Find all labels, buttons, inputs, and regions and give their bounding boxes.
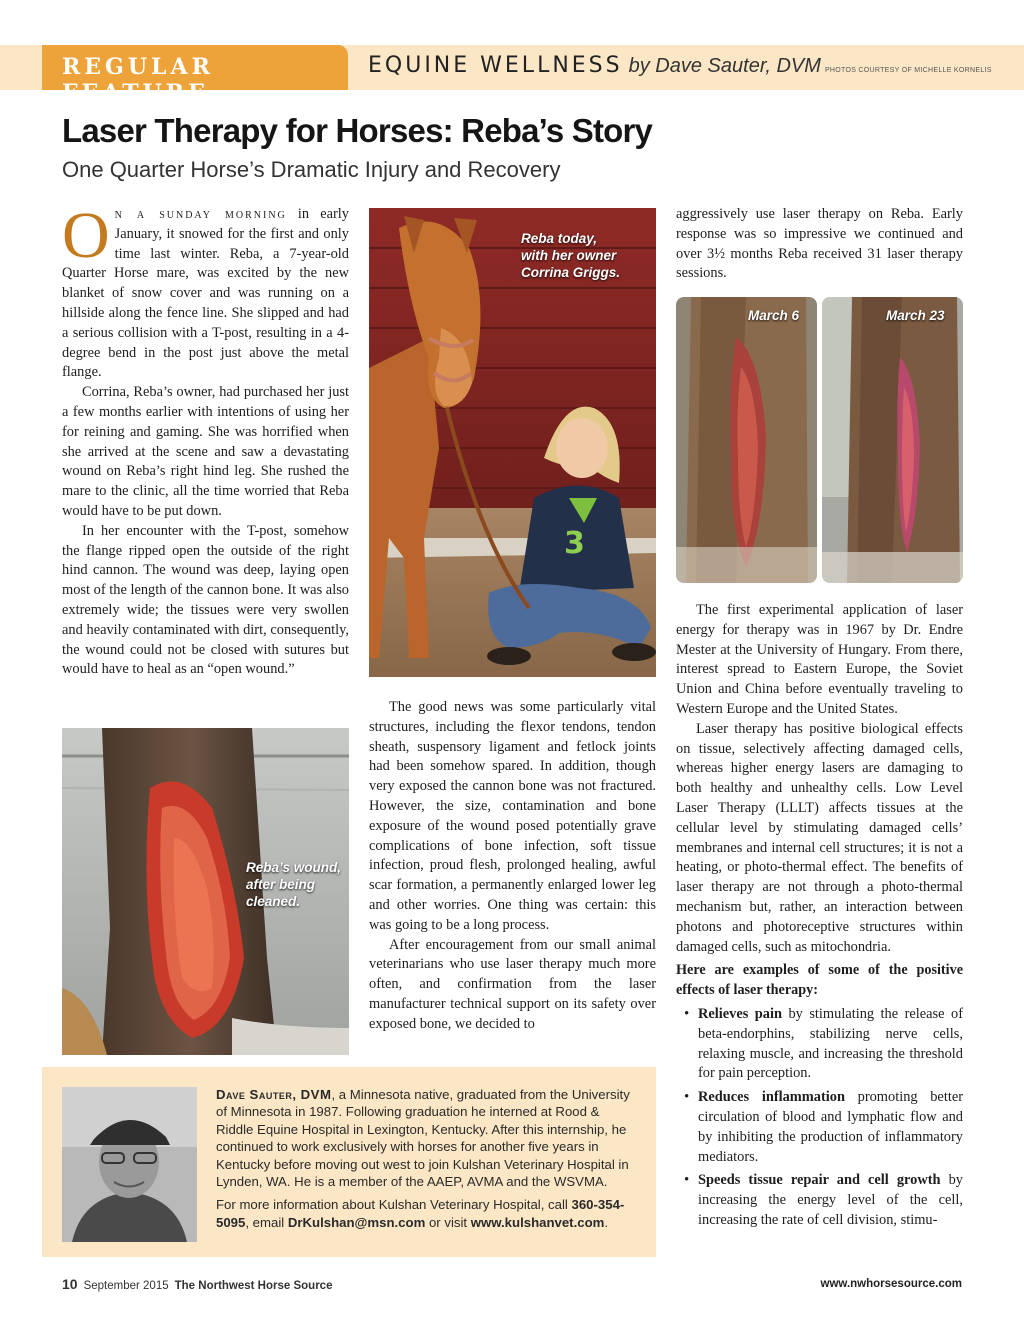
list-item <box>698 1088 963 1167</box>
reba-today-caption <box>521 230 620 281</box>
section-label: REGULAR FEATURE <box>62 54 214 106</box>
reba-today-photo <box>369 208 656 677</box>
article-title: Laser Therapy for Horses: Reba’s Story <box>62 112 653 149</box>
effect-text: by stimulating the release of beta-endorphins, stabilizing nerve cells, relaxing muscle, and increasing the threshold for pain perception. <box>698 1005 963 1082</box>
march-23-illustration <box>822 297 963 583</box>
caption-line: Reba’s wound, <box>246 860 342 875</box>
author-name: Dave Sauter, DVM <box>216 1087 332 1102</box>
author-portrait <box>62 1087 197 1242</box>
paragraph: In her encounter with the T-post, somehow the flange ripped open the outside of the right hind cannon. The wound was deep, laying open most of the length of the cannon bone. It was also extremely wide; the tissues were very swollen and heavily contaminated with dirt, consequently, the wound could not be closed with sutures but would have to heal as an “open wound.” <box>62 522 349 678</box>
article-subtitle: One Quarter Horse’s Dramatic Injury and Recovery <box>62 157 561 182</box>
caption-line: cleaned. <box>246 894 301 909</box>
caption-line: Reba today, <box>521 231 598 246</box>
effect-term: Speeds tissue repair and cell growth <box>698 1172 941 1189</box>
jersey-number: 3 <box>564 526 585 561</box>
march-6-photo <box>676 297 817 583</box>
author-bio <box>216 1086 640 1237</box>
drop-cap: O <box>62 199 110 272</box>
effect-term: Reduces inflammation <box>698 1089 845 1106</box>
contact-text: , email <box>245 1214 288 1230</box>
march-23-photo <box>822 297 963 583</box>
author-photo <box>62 1087 197 1242</box>
caption-line: Corrina Griggs. <box>521 265 621 280</box>
wound-caption <box>246 859 341 910</box>
examples-heading: Here are examples of some of the positive effects of laser therapy: <box>676 962 963 999</box>
email-link[interactable]: DrKulshan@msn.com <box>287 1214 426 1230</box>
effects-list <box>676 1005 963 1231</box>
author-bio-text: , a Minnesota native, graduated from the University of Minnesota in 1987. Following graduation he interned at Rood & Riddle Equine Hospital in Lexington, Kentucky. After this internship, he continued to work exclusively with horses for another five years in Kentucky before moving out west to join Kulshan Veterinary Hospital in Lynden, WA. He is a member of the AAEP, AVMA and the WSVMA. <box>216 1087 630 1190</box>
column-3-text <box>676 601 963 1235</box>
publication-name: The Northwest Horse Source <box>174 1280 333 1292</box>
column-name: EQUINE WELLNESS <box>368 53 623 78</box>
wound-photo <box>62 728 349 1055</box>
paragraph: Laser therapy has positive biological effects on tissue, selectively affecting damaged cells, whereas higher energy lasers are damaging to both healthy and unhealthy cells. Low Level Laser Therapy (LLLT) affects tissues at the cellular level by stimulating damaged cells’ membranes and internal cell structures; it is not a heating, or photo-thermal effect. The benefits of laser therapy are not through a photo-thermal mechanism but, rather, an interaction between photons and photoreceptive structures within damaged cells, such as mitochondria. <box>676 720 963 955</box>
paragraph: Corrina, Reba’s owner, had purchased her just a few months earlier with intentions of using her for reining and gaming. She was horrified when she arrived at the scene and saw a devastating wound on Reba’s right hind leg. She rushed the mare to the clinic, all the time worried that Reba would have to be put down. <box>62 384 349 519</box>
column-3-text-top <box>676 205 963 284</box>
author-bio-paragraph <box>216 1086 640 1190</box>
phone-number: 360-354-5095 <box>216 1197 625 1230</box>
paragraph <box>62 199 349 383</box>
byline: by Dave Sauter, DVM <box>628 55 821 77</box>
column-header <box>368 53 992 78</box>
page-number: 10 <box>62 1276 78 1292</box>
column-2-text <box>369 698 656 1035</box>
paragraph: The first experimental application of laser energy for therapy was in 1967 by Dr. Endre Mester at the University of Hungary. From there, interest spread to Eastern Europe, the Soviet Union and China before eventually traveling to Western Europe and the United States. <box>676 602 963 717</box>
effect-text: promoting better circulation of blood and lymphatic flow and by inhibiting the production of inflammatory mediators. <box>698 1089 963 1165</box>
contact-text: For more information about Kulshan Veterinary Hospital, call <box>216 1197 572 1213</box>
photo-credit: PHOTOS COURTESY OF MICHELLE KORNELIS <box>824 67 992 74</box>
paragraph-text: in early January, it snowed for the first and only time last winter. Reba, a 7-year-old Quarter Horse mare, was excited by the new blanket of snow cover and was running on a hillside along the fence line. She slipped and had a serious collision with a T-post, resulting in a 4-degree bend in the post just above the metal flange. <box>62 206 349 381</box>
march-6-illustration <box>676 297 817 583</box>
website-link[interactable]: www.kulshanvet.com <box>470 1214 605 1230</box>
issue-date: September 2015 <box>83 1280 169 1292</box>
footer-left <box>62 1276 332 1292</box>
lead-in: n a sunday morning <box>114 207 287 222</box>
march-23-label: March 23 <box>886 308 945 323</box>
caption-line: with her owner <box>521 248 617 263</box>
march-6-label: March 6 <box>748 308 800 323</box>
paragraph: After encouragement from our small animal veterinarians who use laser therapy much more often, and confirmation from the laser manufacturer technical support on its safety over exposed bone, we decided to <box>369 936 656 1032</box>
author-contact <box>216 1196 640 1231</box>
footer-url[interactable]: www.nwhorsesource.com <box>820 1278 962 1290</box>
list-item <box>698 1005 963 1084</box>
paragraph: aggressively use laser therapy on Reba. Early response was so impressive we continued and over 3½ months Reba received 31 laser therapy sessions. <box>676 206 963 282</box>
column-1-text <box>62 199 349 680</box>
effect-term: Relieves pain <box>698 1005 783 1022</box>
caption-line: after being <box>246 877 316 892</box>
contact-text: or visit <box>425 1214 471 1230</box>
list-item <box>698 1171 963 1230</box>
section-tab <box>42 45 348 106</box>
effect-text: by increasing the energy level of the cell, increasing the rate of cell division, stimu- <box>698 1172 963 1228</box>
contact-text: . <box>604 1214 609 1230</box>
paragraph: The good news was some particularly vital structures, including the flexor tendons, tendon sheath, suspensory ligament and fetlock joints had been somehow spared. In addition, though very exposed the cannon bone was not fractured. However, the size, contamination and bone exposure of the wound posed potentially grave complications of bone infection, soft tissue infection, proud flesh, prolonged healing, awful scar formation, a permanently enlarged lower leg and other worries. One thing was certain: this was going to be a long process. <box>369 699 656 933</box>
